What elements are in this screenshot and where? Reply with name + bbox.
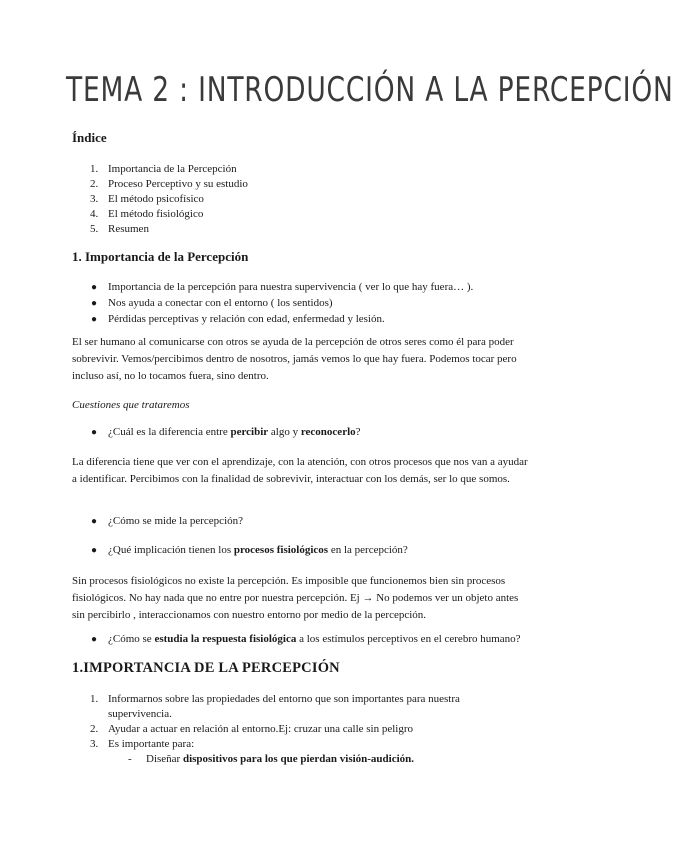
list-item: 2. Proceso Perceptivo y su estudio bbox=[90, 178, 248, 190]
list-item: 3. El método psicofísico bbox=[90, 193, 204, 205]
list-item: ● ¿Cómo se estudia la respuesta fisiológica a los estímulos perceptivos en el cerebro humano? bbox=[91, 633, 521, 645]
section1-paragraph: El ser humano al comunicarse con otros se ayuda de la percepción de otros seres como él para poder sobrevivir. Vemos/percibimos dentro de nosotros, jamás vemos lo que hay fuera. Podemos tocar pero incluso así, no lo tocamos fuera, sino dentro. bbox=[72, 336, 517, 382]
section2-heading: 1.IMPORTANCIA DE LA PERCEPCIÓN bbox=[72, 660, 340, 676]
list-item: 4. El método fisiológico bbox=[90, 208, 204, 220]
section1-heading: 1. Importancia de la Percepción bbox=[72, 249, 249, 264]
list-item: 2. Ayudar a actuar en relación al entorno.Ej: cruzar una calle sin peligro bbox=[90, 723, 414, 735]
list-item: 3. Es importante para: bbox=[90, 738, 195, 750]
list-item: ● ¿Qué implicación tienen los procesos fisiológicos en la percepción? bbox=[91, 544, 408, 556]
index-heading: Índice bbox=[72, 130, 107, 145]
question-2 bbox=[72, 514, 542, 529]
answer-paragraph-1: La diferencia tiene que ver con el aprendizaje, con la atención, con otros procesos que nos van a ayudar a identificar. Percibimos con la finalidad de sobrevivir, interactuar con los demás, ser lo que somos. bbox=[72, 456, 528, 485]
list-item: ● Nos ayuda a conectar con el entorno ( los sentidos) bbox=[91, 297, 333, 309]
question-3 bbox=[72, 543, 542, 558]
page-title: TEMA 2 : INTRODUCCIÓN A LA PERCEPCIÓN bbox=[66, 70, 674, 110]
answer-paragraph-2: Sin procesos fisiológicos no existe la percepción. Es imposible que funcionemos bien sin procesos fisiológicos. No hay nada que no entre por nuestra percepción. Ej → No podemos ver un objeto antes sin percibirlo , interaccionamos con nuestro entorno por medio de la percepción. bbox=[72, 575, 519, 621]
sub-item: - Diseñar dispositivos para los que pierdan visión-audición. bbox=[128, 753, 415, 765]
list-item: ● ¿Cuál es la diferencia entre percibir algo y reconocerlo? bbox=[91, 426, 361, 438]
question-1 bbox=[72, 425, 542, 440]
list-item: ● Pérdidas perceptivas y relación con edad, enfermedad y lesión. bbox=[91, 313, 385, 325]
question-4 bbox=[72, 632, 547, 647]
list-item: ● ¿Cómo se mide la percepción? bbox=[91, 515, 244, 527]
section2-list bbox=[72, 692, 512, 752]
list-item: 1. Importancia de la Percepción bbox=[90, 163, 237, 175]
list-item: 1. Informarnos sobre las propiedades del entorno que son importantes para nuestra supervivencia. bbox=[90, 693, 460, 720]
section1-bullets bbox=[72, 280, 542, 327]
index-list bbox=[72, 162, 248, 237]
list-item: 5. Resumen bbox=[90, 223, 149, 235]
questions-label: Cuestiones que trataremos bbox=[72, 399, 190, 411]
list-item: ● Importancia de la percepción para nuestra supervivencia ( ver lo que hay fuera… ). bbox=[91, 281, 474, 293]
